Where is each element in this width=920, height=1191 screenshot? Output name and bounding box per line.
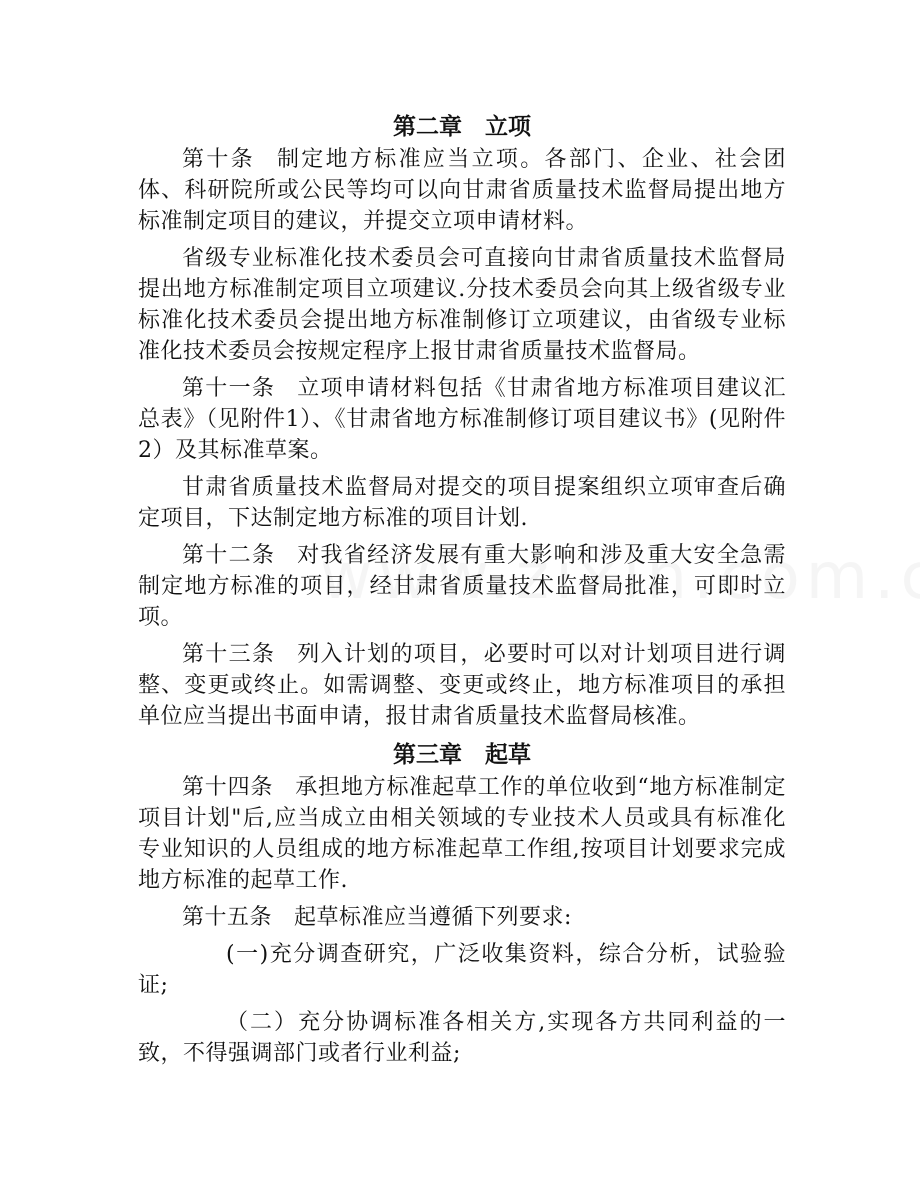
paragraph-provincial-committee: 省级专业标准化技术委员会可直接向甘肃省质量技术监督局提出地方标准制定项目立项建议.分技术委员会向其上级省级专业标准化技术委员会提出地方标准制修订立项建议，由省级专业标准化技术委员会按规定程序上报甘肃省质量技术监督局。 — [138, 246, 786, 364]
requirement-item-1: (一)充分调查研究，广泛收集资料，综合分析，试验验证; — [138, 942, 786, 998]
article-11 — [138, 373, 786, 466]
article-13-number: 第十三条 — [182, 642, 276, 667]
article-13-text: 列入计划的项目，必要时可以对计划项目进行调整、变更或终止。如需调整、变更或终止，地方标准项目的承担单位应当提出书面申请，报甘肃省质量技术监督局核准。 — [138, 642, 786, 729]
article-14 — [138, 772, 786, 896]
article-12 — [138, 540, 786, 633]
article-14-number: 第十四条 — [182, 775, 274, 800]
document-page — [138, 106, 786, 1075]
article-15-text: 起草标准应当遵循下列要求: — [294, 905, 572, 930]
article-10-number: 第十条 — [182, 147, 255, 172]
chapter-2-heading: 第二章 立项 — [393, 114, 531, 140]
paragraph-project-review: 甘肃省质量技术监督局对提交的项目提案组织立项审查后确定项目，下达制定地方标准的项目计划. — [138, 475, 786, 531]
requirement-item-2: （二）充分协调标准各相关方,实现各方共同利益的一致，不得强调部门或者行业利益; — [138, 1010, 786, 1066]
article-10-text: 制定地方标准应当立项。各部门、企业、社会团体、科研院所或公民等均可以向甘肃省质量技术监督局提出地方标准制定项目的建议，并提交立项申请材料。 — [138, 147, 786, 234]
article-15 — [138, 902, 786, 933]
article-12-number: 第十二条 — [182, 543, 276, 568]
article-14-text: 承担地方标准起草工作的单位收到“地方标准制定项目计划"后,应当成立由相关领域的专业技术人员或具有标准化专业知识的人员组成的地方标准起草工作组,按项目计划要求完成地方标准的起草工作. — [138, 775, 786, 893]
article-13 — [138, 639, 786, 732]
article-10 — [138, 144, 786, 237]
article-15-number: 第十五条 — [182, 905, 273, 930]
article-11-number: 第十一条 — [182, 376, 276, 401]
chapter-3-heading: 第三章 起草 — [393, 742, 531, 768]
article-11-text: 立项申请材料包括《甘肃省地方标准项目建议汇总表》（见附件1）、《甘肃省地方标准制修订项目建议书》(见附件2）及其标准草案。 — [138, 376, 786, 463]
article-12-text: 对我省经济发展有重大影响和涉及重大安全急需制定地方标准的项目，经甘肃省质量技术监督局批准，可即时立项。 — [138, 543, 786, 630]
